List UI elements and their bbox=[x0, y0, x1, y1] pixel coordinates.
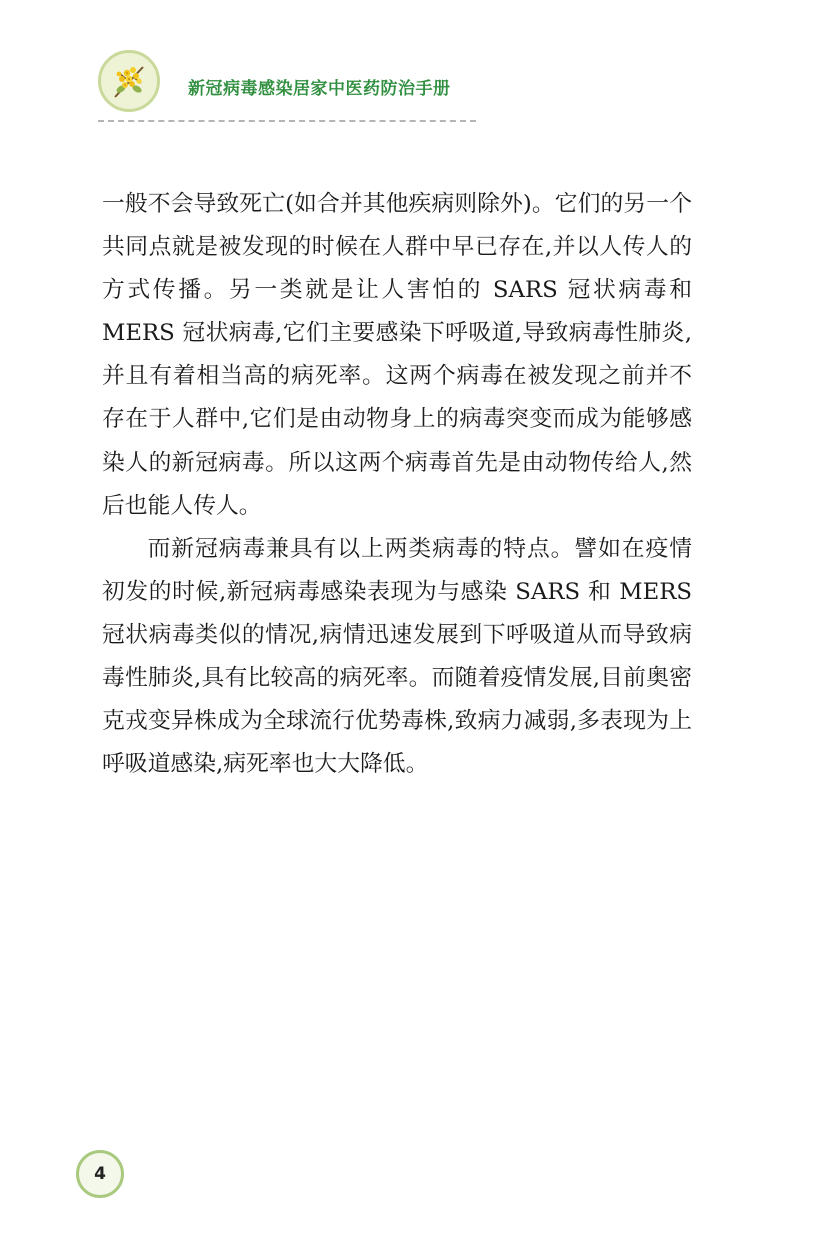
osmanthus-flower-icon bbox=[107, 59, 151, 103]
paragraph: 一般不会导致死亡(如合并其他疾病则除外)。它们的另一个共同点就是被发现的时候在人群中早已存在,并以人传人的方式传播。另一类就是让人害怕的 SARS 冠状病毒和 MERS 冠状病毒,它们主要感染下呼吸道,导致病毒性肺炎,并且有着相当高的病死率。这两个病毒在被发现之前并不存在于人群中,它们是由动物身上的病毒突变而成为能够感染人的新冠病毒。所以这两个病毒首先是由动物传给人,然后也能人传人。 bbox=[102, 191, 692, 519]
header-title: 新冠病毒感染居家中医药防治手册 bbox=[188, 79, 451, 99]
header-emblem bbox=[98, 50, 160, 112]
page-number: 4 bbox=[76, 1150, 124, 1198]
header-divider bbox=[98, 120, 476, 122]
main-text bbox=[102, 183, 692, 786]
paragraph: 而新冠病毒兼具有以上两类病毒的特点。譬如在疫情初发的时候,新冠病毒感染表现为与感染 SARS 和 MERS 冠状病毒类似的情况,病情迅速发展到下呼吸道从而导致病毒性肺炎,具有比较高的病死率。而随着疫情发展,目前奥密克戎变异株成为全球流行优势毒株,致病力减弱,多表现为上呼吸道感染,病死率也大大降低。 bbox=[102, 535, 692, 778]
